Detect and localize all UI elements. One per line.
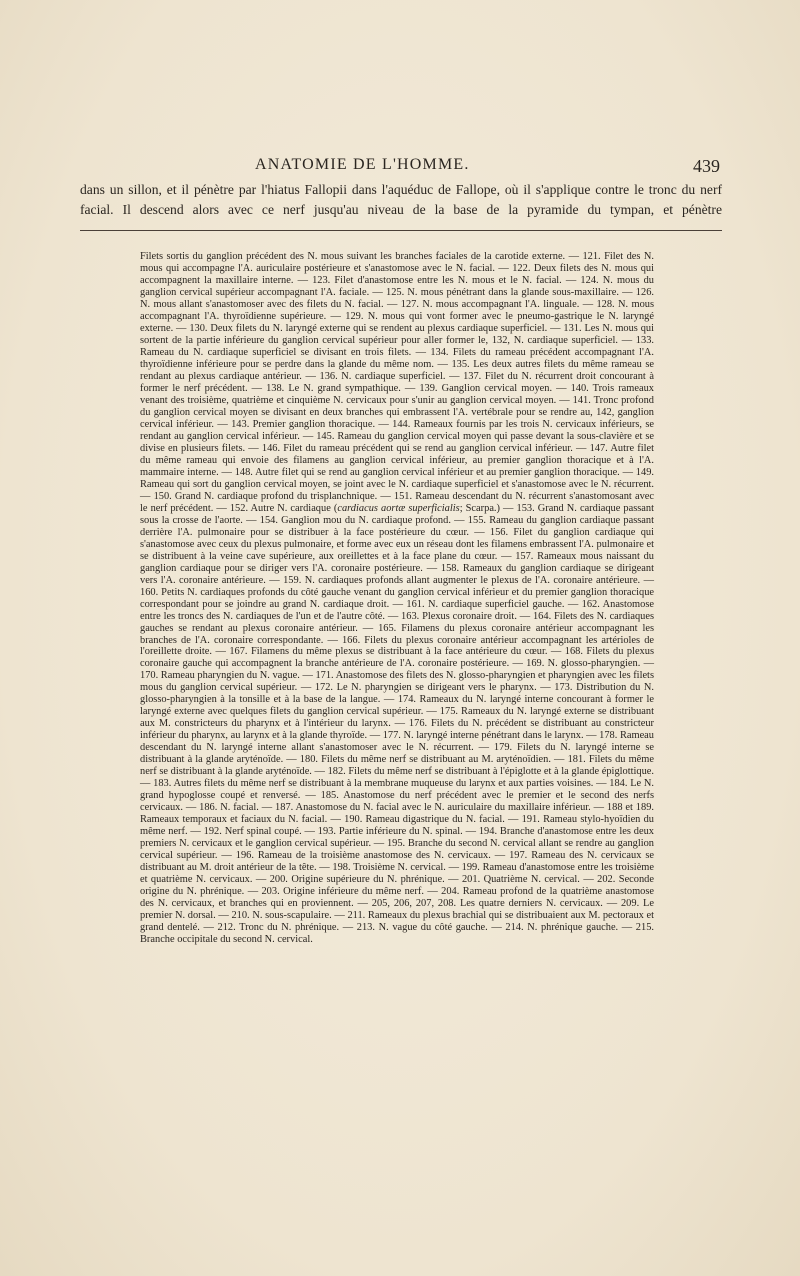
separator-rule — [80, 230, 722, 231]
page-number: 439 — [693, 156, 720, 176]
legend-italic-term: cardiacus aortæ superficialis — [337, 502, 460, 514]
running-title: ANATOMIE DE L'HOMME. — [255, 156, 470, 173]
legend-part-a: Filets sortis du ganglion précédent des N. mous suivant les branches faciales de la carotide externe. — 121. Filet des N. mous qui accompagne l'A. auriculaire postérieure et s'anastomose avec le N. facial. — 122. Deux filets des N. mous qui accompagnent la maxillaire interne. — 123. Filet d'anastomose entre les N. mous et le N. facial. — 124. N. mous du ganglion cervical supérieur accompagnant l'A. faciale. — 125. N. mous pénétrant dans la glande sous-maxillaire. — 126. N. mous allant s'anastomoser avec des filets du N. facial. — 127. N. mous accompagnant l'A. linguale. — 128. N. mous accompagnant l'A. thyroïdienne supérieure. — 129. N. mous qui vont former avec le pneumo-gastrique le N. laryngé externe. — 130. Deux filets du N. laryngé externe qui se rendent au plexus cardiaque superficiel. — 131. Les N. mous qui sortent de la partie inférieure du ganglion cervical supérieur pour aller former le, 132, N. cardiaque superficiel. — 133. Rameau du N. cardiaque superficiel se divisant en trois filets. — 134. Filets du rameau précédent accompagnant l'A. thyroïdienne inférieure pour se perdre dans la glande du même nom. — 135. Les deux autres filets du même rameau se rendant au plexus cardiaque antérieur. — 136. N. cardiaque superficiel. — 137. Filet du N. récurrent droit concourant à former le nerf précédent. — 138. Le N. grand sympathique. — 139. Ganglion cervical moyen. — 140. Trois rameaux venant des troisième, quatrième et cinquième N. cervicaux pour s'unir au ganglion cervical moyen. — 141. Tronc profond du ganglion cervical moyen se divisant en deux branches qui embrassent l'A. vertébrale pour se rendre au, 142, ganglion cervical inférieur. — 143. Premier ganglion thoracique. — 144. Rameaux fournis par les trois N. cervicaux inférieurs, se rendant au ganglion cervical inférieur. — 145. Rameau du ganglion cervical moyen qui passe devant la sous-clavière et se divise en plusieurs filets. — 146. Filet du rameau précédent qui se rend au ganglion cervical inférieur. — 147. Autre filet du même rameau qui envoie des filamens au ganglion cervical inférieur, au premier ganglion thoracique et à l'A. mammaire interne. — 148. Autre filet qui se rend au ganglion cervical inférieur et au premier ganglion thoracique. — 149. Rameau qui sort du ganglion cervical moyen, se joint avec le N. cardiaque superficiel et s'anastomose avec le N. récurrent. — 150. Grand N. cardiaque profond du trisplanchnique. — 151. Rameau descendant du N. récurrent s'anastomosant avec le nerf précédent. — 152. Autre N. cardiaque ( — [140, 251, 654, 514]
main-text: dans un sillon, et il pénètre par l'hiatus Fallopii dans l'aquéduc de Fallope, où il s'applique contre le tronc du nerf facial. Il descend alors avec ce nerf jusqu'au niveau de la base de la pyramide du tympan, et pénètre — [80, 182, 722, 217]
figure-legend — [140, 251, 654, 946]
page-header — [80, 156, 720, 180]
legend-part-b: ; Scarpa.) — 153. Grand N. cardiaque passant sous la crosse de l'aorte. — 154. Ganglion mou du N. cardiaque profond. — 155. Rameau du ganglion cardiaque passant derrière l'A. pulmonaire pour se distribuer à la face postérieure du cœur. — 156. Filet du ganglion cardiaque qui s'anastomose avec ceux du plexus pulmonaire, et forme avec eux un réseau dont les filamens embrassent l'A. pulmonaire et se distribuent à la veine cave supérieure, aux oreillettes et à la face plane du cœur. — 157. Rameaux mous naissant du ganglion cardiaque pour se diriger vers l'A. coronaire postérieure. — 158. Rameaux du ganglion cardiaque se dirigeant vers l'A. coronaire antérieure. — 159. N. cardiaques profonds allant augmenter le plexus de l'A. coronaire antérieure. — 160. Petits N. cardiaques profonds du côté gauche venant du ganglion cervical inférieur et du premier ganglion thoracique correspondant pour se joindre au grand N. cardiaque droit. — 161. N. cardiaque superficiel gauche. — 162. Anastomose entre les troncs des N. cardiaques de l'un et de l'autre côté. — 163. Plexus coronaire droit. — 164. Filets des N. cardiaques gauches se rendant au plexus coronaire antérieur. — 165. Filamens du plexus coronaire antérieur accompagnant les branches de l'A. coronaire correspondante. — 166. Filets du plexus coronaire antérieur accompagnant les artérioles de l'oreillette droite. — 167. Filamens du même plexus se distribuant à la face antérieure du cœur. — 168. Filets du plexus coronaire gauche qui accompagnent la branche antérieure de l'A. coronaire postérieure. — 169. N. glosso-pharyngien. — 170. Rameau pharyngien du N. vague. — 171. Anastomose des filets des N. glosso-pharyngien et pharyngien avec les filets mous du ganglion cervical supérieur. — 172. Le N. pharyngien se dirigeant vers le pharynx. — 173. Distribution du N. glosso-pharyngien à la tonsille et à la base de la langue. — 174. Rameaux du N. laryngé interne concourant à former le laryngé externe avec quelques filets du ganglion cervical supérieur. — 175. Rameaux du N. laryngé externe se distribuant aux M. constricteurs du pharynx et à l'intérieur du larynx. — 176. Filets du N. précédent se distribuant au constricteur inférieur du pharynx, au larynx et à la glande thyroïde. — 177. N. laryngé interne pénétrant dans le larynx. — 178. Rameau descendant du N. laryngé interne allant s'anastomoser avec le N. récurrent. — 179. Filets du N. laryngé interne se distribuant à la glande aryténoïde. — 180. Filets du même nerf se distribuant au M. aryténoïdien. — 181. Filets du même nerf se distribuant à la glande aryténoïde. — 182. Filets du même nerf se distribuant à l'épiglotte et à la glande épiglottique. — 183. Autres filets du même nerf se distribuant à la membrane muqueuse du larynx et aux parties voisines. — 184. Le N. grand hypoglosse coupé et renversé. — 185. Anastomose du nerf précédent avec le premier et le second des nerfs cervicaux. — 186. N. facial. — 187. Anastomose du N. facial avec le N. auriculaire du maxillaire inférieur. — 188 et 189. Rameaux temporaux et faciaux du N. facial. — 190. Rameau digastrique du N. facial. — 191. Rameau stylo-hyoïdien du même nerf. — 192. Nerf spinal coupé. — 193. Partie inférieure du N. spinal. — 194. Branche d'anastomose entre les deux premiers N. cervicaux et le ganglion cervical supérieur. — 195. Branche du second N. cervical allant se rendre au ganglion cervical supérieur. — 196. Rameau de la troisième anastomose des N. cervicaux. — 197. Rameau des N. cervicaux se distribuant au M. droit antérieur de la tête. — 198. Troisième N. cervical. — 199. Rameau d'anastomose entre les troisième et quatrième N. cervicaux. — 200. Origine supérieure du N. phrénique. — 201. Quatrième N. cervical. — 202. Seconde origine du N. phrénique. — 203. Origine inférieure du même nerf. — 204. Rameau profond de la quatrième anastomose des N. cervicaux, et branches qui en proviennent. — 205, 206, 207, 208. Les quatre derniers N. cervicaux. — 209. Le premier N. dorsal. — 210. N. sous-scapulaire. — 211. Rameaux du plexus brachial qui se distribuaient aux M. pectoraux et grand dentelé. — 212. Tronc du N. phrénique. — 213. N. vague du côté gauche. — 214. N. phrénique gauche. — 215. Branche occipitale du second N. cervical. — [140, 502, 654, 946]
